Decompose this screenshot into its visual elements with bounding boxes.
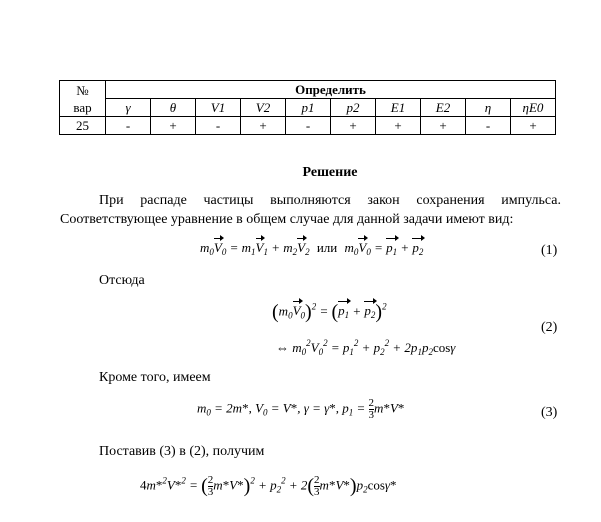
equation-2-number: (2) [541, 320, 558, 335]
text-postaviv: Поставив (3) в (2), получим [99, 444, 265, 459]
value-cell: - [286, 117, 331, 135]
paragraph-line-2: Соответствующее уравнение в общем случае для данной задачи имеют вид: [60, 212, 514, 227]
variant-number-label: № [76, 82, 89, 98]
column-eta-e0: ηE0 [511, 99, 556, 117]
equation-or: или [316, 240, 338, 255]
equation-4: 4m*$^2$V*$^2$ = ( $\frac{2}{3}$ $m*V*)^2 + p_2^2 + 2$( $\frac{2}{3}$ $m*V*)p_2\cos\gamma*$ [140, 474, 397, 498]
column-eta: η [466, 99, 511, 117]
variant-number-header [60, 81, 106, 117]
equation-2b: ⇔ $m_0^2V_0^2 = p_1^2 + p_2^2 + 2p_1p_2\cos\gamma$ [276, 338, 456, 357]
value-cell: + [511, 117, 556, 135]
value-cell: + [151, 117, 196, 135]
value-cell: - [196, 117, 241, 135]
value-cell: + [241, 117, 286, 135]
value-cell: + [376, 117, 421, 135]
column-v2-label: V2 [255, 99, 271, 115]
table-row [60, 117, 556, 135]
column-p1: p1 [286, 99, 331, 117]
table-header-row [60, 81, 556, 99]
equation-1-number: (1) [541, 243, 558, 258]
task-table [59, 80, 556, 135]
equation-3-number: (3) [541, 405, 558, 420]
value-cell: - [106, 117, 151, 135]
text-otsyuda: Отсюда [99, 273, 145, 288]
equation-2a: $(m_0V_0)^2 = (p_1 + p_2)^2$ [272, 301, 387, 323]
value-cell: + [331, 117, 376, 135]
paragraph-line-1: При распаде частицы выполняются закон сохранения импульса. [99, 193, 561, 208]
text-krome-togo: Кроме того, имеем [99, 370, 211, 385]
column-theta: θ [151, 99, 196, 117]
value-cell: + [421, 117, 466, 135]
equation-1: $m_0V_0 = m_1V_1 + m_2V_2$ или $m_0V_0 = p_1 + p_2$ [200, 240, 424, 257]
column-p2: p2 [331, 99, 376, 117]
table-columns-row [60, 99, 556, 117]
variant-value: 25 [60, 117, 106, 135]
solution-title: Решение [302, 165, 358, 180]
value-cell: - [466, 117, 511, 135]
column-v1 [196, 99, 241, 117]
column-gamma: γ [106, 99, 151, 117]
equation-3: $m_0 = 2m*$, $V_0 = V*$, γ = γ*, $p_1$ = $\frac{2}{3}$ m*V* [197, 397, 405, 421]
variant-label: вар [73, 99, 92, 115]
column-v1-label: V1 [210, 99, 226, 115]
column-e1: E1 [376, 99, 421, 117]
column-v2 [241, 99, 286, 117]
column-e2: E2 [421, 99, 466, 117]
determine-header: Определить [106, 81, 556, 99]
